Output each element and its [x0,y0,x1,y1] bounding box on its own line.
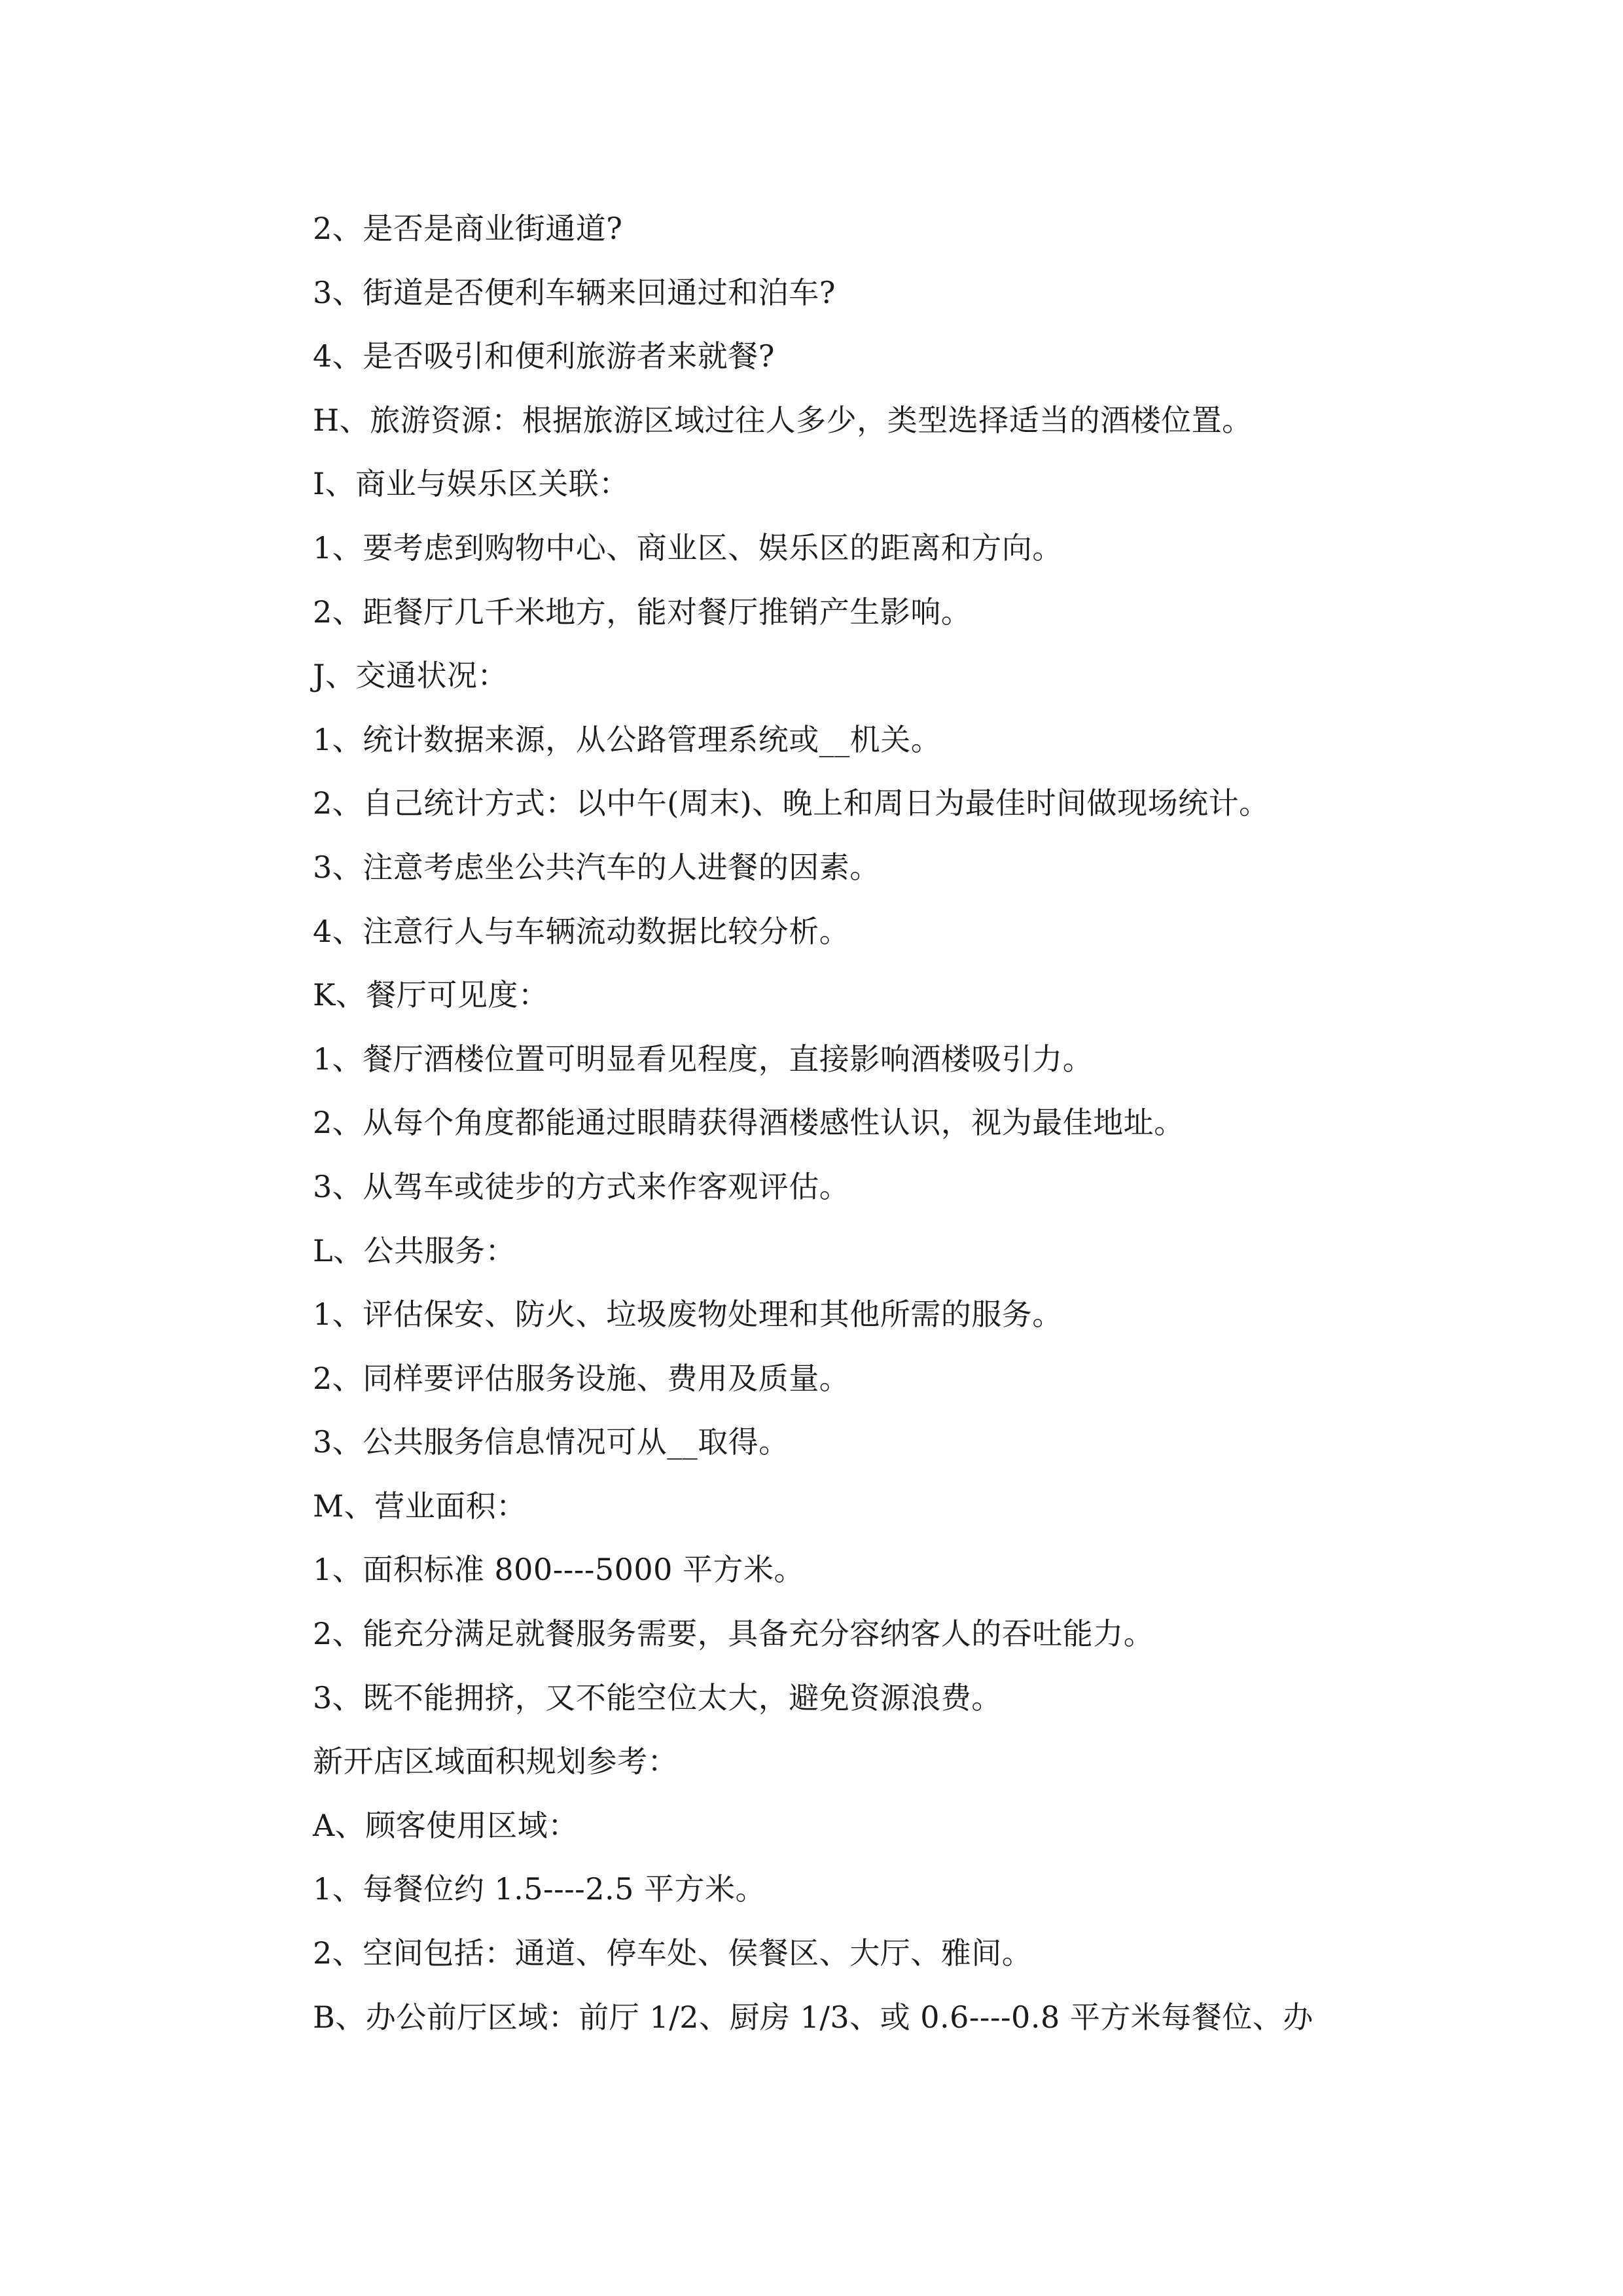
text-line: 1、评估保安、防火、垃圾废物处理和其他所需的服务。 [313,1297,1063,1333]
text-line: 2、自己统计方式：以中午(周末)、晚上和周日为最佳时间做现场统计。 [313,785,1270,821]
text-line: 1、要考虑到购物中心、商业区、娱乐区的距离和方向。 [313,529,1063,565]
text-line: 3、从驾车或徒步的方式来作客观评估。 [313,1168,850,1204]
section-heading: A、顾客使用区域： [313,1807,579,1843]
section-heading: I、商业与娱乐区关联： [313,466,630,502]
text-line: 1、餐厅酒楼位置可明显看见程度，直接影响酒楼吸引力。 [313,1041,1094,1077]
text-line: 3、注意考虑坐公共汽车的人进餐的因素。 [313,849,880,885]
text-line: 2、距餐厅几千米地方，能对餐厅推销产生影响。 [313,594,972,630]
section-heading: L、公共服务： [313,1232,516,1268]
text-line: 2、从每个角度都能通过眼睛获得酒楼感性认识，视为最佳地址。 [313,1105,1185,1141]
text-line: 3、既不能拥挤，又不能空位太大，避免资源浪费。 [313,1679,1002,1715]
section-heading: B、办公前厅区域：前厅 1/2、厨房 1/3、或 0.6----0.8 平方米每餐位、办 [313,1999,1313,2035]
text-line: 3、街道是否便利车辆来回通过和泊车? [313,274,836,310]
text-line: 2、同样要评估服务设施、费用及质量。 [313,1360,850,1396]
section-heading: 新开店区域面积规划参考： [313,1744,678,1780]
text-line: 1、面积标准 800----5000 平方米。 [313,1552,805,1588]
text-line: 1、统计数据来源，从公路管理系统或__机关。 [313,721,942,757]
section-heading: J、交通状况： [313,658,508,694]
text-line: 2、能充分满足就餐服务需要，具备充分容纳客人的吞吐能力。 [313,1616,1154,1652]
text-line: 4、是否吸引和便利旅游者来就餐? [313,338,775,374]
section-heading: K、餐厅可见度： [313,977,549,1013]
text-line: 1、每餐位约 1.5----2.5 平方米。 [313,1871,766,1907]
document-body [313,204,1465,2056]
section-heading: M、营业面积： [313,1488,527,1524]
text-line: 3、公共服务信息情况可从__取得。 [313,1424,789,1460]
text-line: 2、是否是商业街通道? [313,211,623,246]
section-heading: H、旅游资源：根据旅游区域过往人多少，类型选择适当的酒楼位置。 [313,402,1253,438]
text-line: 4、注意行人与车辆流动数据比较分析。 [313,913,850,949]
text-line: 2、空间包括：通道、停车处、侯餐区、大厅、雅间。 [313,1935,1033,1971]
